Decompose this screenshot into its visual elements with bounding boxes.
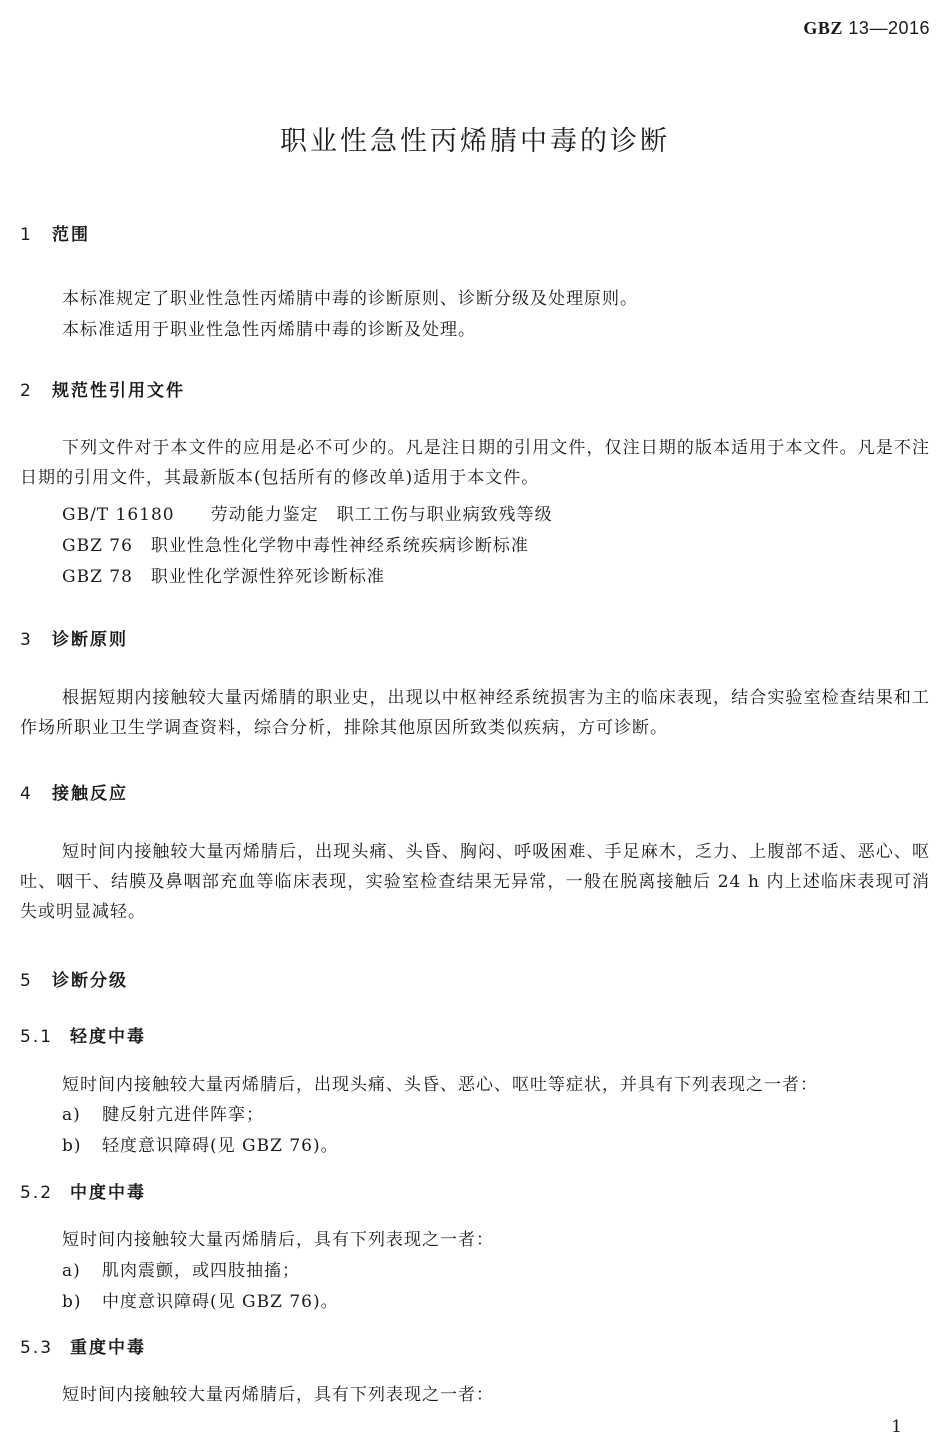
subsection-title: 轻度中毒 xyxy=(70,1027,146,1047)
subsection-number: 5.2 xyxy=(20,1183,54,1203)
list-item xyxy=(62,1131,339,1156)
paragraph: 短时间内接触较大量丙烯腈后，出现头痛、头昏、恶心、呕吐等症状，并具有下列表现之一者： xyxy=(62,1075,818,1095)
list-text: 轻度意识障碍(见 GBZ 76)。 xyxy=(102,1136,339,1156)
section-number: 3 xyxy=(20,630,33,650)
paragraph: 本标准规定了职业性急性丙烯腈中毒的诊断原则、诊断分级及处理原则。 xyxy=(62,289,638,309)
section-title: 诊断分级 xyxy=(52,971,128,991)
section-number: 5 xyxy=(20,971,33,991)
list-marker: a) xyxy=(62,1261,81,1281)
section-number: 1 xyxy=(20,225,33,245)
reference-item xyxy=(62,562,385,587)
section-title: 诊断原则 xyxy=(52,630,128,650)
subsection-5-1-heading xyxy=(20,1022,146,1047)
list-item xyxy=(62,1256,300,1281)
subsection-number: 5.1 xyxy=(20,1027,54,1047)
reference-title: 劳动能力鉴定 职工工伤与职业病致残等级 xyxy=(210,505,553,525)
section-number: 2 xyxy=(20,381,33,401)
reference-code: GBZ 76 xyxy=(62,536,133,556)
section-number: 4 xyxy=(20,784,33,804)
list-item xyxy=(62,1100,264,1125)
standard-code xyxy=(803,18,930,39)
reference-code: GB/T 16180 xyxy=(62,505,175,525)
paragraph: 下列文件对于本文件的应用是必不可少的。凡是注日期的引用文件，仅注日期的版本适用于本文件。凡是不注日期的引用文件，其最新版本(包括所有的修改单)适用于本文件。 xyxy=(20,438,930,488)
reference-title: 职业性急性化学物中毒性神经系统疾病诊断标准 xyxy=(150,536,529,556)
section-3-heading xyxy=(20,625,128,650)
list-marker: b) xyxy=(62,1136,82,1156)
section-5-heading xyxy=(20,966,128,991)
standard-prefix: GBZ xyxy=(803,18,843,38)
section-title: 范围 xyxy=(52,225,90,245)
subsection-title: 重度中毒 xyxy=(70,1338,146,1358)
list-text: 中度意识障碍(见 GBZ 76)。 xyxy=(102,1292,339,1312)
paragraph: 短时间内接触较大量丙烯腈后，具有下列表现之一者： xyxy=(62,1385,494,1405)
list-text: 腱反射亢进伴阵挛； xyxy=(102,1105,264,1125)
section-1-heading xyxy=(20,220,90,245)
section-4-heading xyxy=(20,779,128,804)
reference-title: 职业性化学源性猝死诊断标准 xyxy=(150,567,385,587)
list-marker: a) xyxy=(62,1105,81,1125)
section-title: 接触反应 xyxy=(52,784,128,804)
reference-item xyxy=(62,531,529,556)
list-item xyxy=(62,1287,339,1312)
subsection-number: 5.3 xyxy=(20,1338,54,1358)
subsection-5-2-heading xyxy=(20,1178,146,1203)
list-text: 肌肉震颤，或四肢抽搐； xyxy=(102,1261,300,1281)
page-number: 1 xyxy=(891,1417,902,1437)
section-title: 规范性引用文件 xyxy=(52,381,185,401)
reference-item xyxy=(62,500,553,525)
paragraph: 本标准适用于职业性急性丙烯腈中毒的诊断及处理。 xyxy=(62,320,476,340)
document-title: 职业性急性丙烯腈中毒的诊断 xyxy=(280,126,670,157)
section-2-heading xyxy=(20,376,185,401)
paragraph: 短时间内接触较大量丙烯腈后，具有下列表现之一者： xyxy=(62,1230,494,1250)
subsection-title: 中度中毒 xyxy=(70,1183,146,1203)
paragraph: 短时间内接触较大量丙烯腈后，出现头痛、头昏、胸闷、呼吸困难、手足麻木，乏力、上腹部不适、恶心、呕吐、咽干、结膜及鼻咽部充血等临床表现，实验室检查结果无异常，一般在脱离接触后 24 h 内上述临床表现可消失或明显减轻。 xyxy=(20,842,930,922)
list-marker: b) xyxy=(62,1292,82,1312)
standard-number: 13—2016 xyxy=(848,18,930,38)
paragraph: 根据短期内接触较大量丙烯腈的职业史，出现以中枢神经系统损害为主的临床表现，结合实验室检查结果和工作场所职业卫生学调查资料，综合分析，排除其他原因所致类似疾病，方可诊断。 xyxy=(20,688,930,738)
reference-code: GBZ 78 xyxy=(62,567,133,587)
subsection-5-3-heading xyxy=(20,1333,146,1358)
